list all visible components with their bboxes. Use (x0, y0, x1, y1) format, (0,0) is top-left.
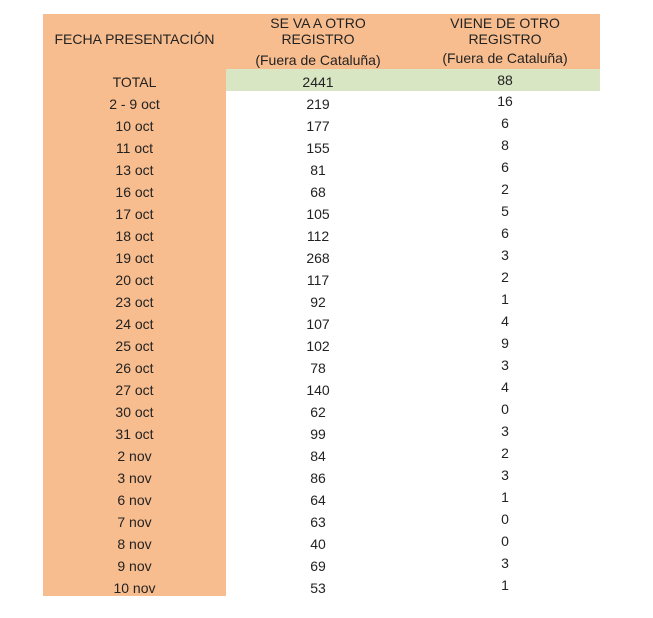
table-row (0, 335, 653, 357)
se-va-cell: 64 (310, 492, 326, 508)
date-cell: 30 oct (115, 404, 154, 420)
viene-cell: 6 (501, 115, 509, 131)
date-cell: 2 nov (117, 448, 152, 464)
date-cell: 26 oct (115, 360, 154, 376)
date-cell: 20 oct (115, 272, 154, 288)
date-cell: 24 oct (115, 316, 154, 332)
se-va-cell: 140 (306, 382, 330, 398)
total-viene: 88 (497, 72, 513, 88)
se-va-cell: 177 (306, 118, 330, 134)
viene-cell: 2 (501, 181, 509, 197)
table-row (0, 445, 653, 467)
se-va-cell: 68 (310, 184, 326, 200)
se-va-cell: 69 (310, 558, 326, 574)
table-row (0, 181, 653, 203)
table-row (0, 93, 653, 115)
se-va-cell: 99 (310, 426, 326, 442)
table-row (0, 423, 653, 445)
date-cell: 9 nov (117, 558, 152, 574)
viene-cell: 3 (501, 247, 509, 263)
header-se-va-line2: REGISTRO (281, 31, 355, 47)
se-va-cell: 63 (310, 514, 326, 530)
date-cell: 18 oct (115, 228, 154, 244)
header-fecha: FECHA PRESENTACIÓN (54, 31, 215, 47)
table-row (0, 467, 653, 489)
viene-cell: 1 (501, 291, 509, 307)
table-row (0, 555, 653, 577)
viene-cell: 5 (501, 203, 509, 219)
viene-cell: 3 (501, 423, 509, 439)
viene-cell: 6 (501, 225, 509, 241)
total-label: TOTAL (112, 74, 157, 90)
viene-cell: 3 (501, 357, 509, 373)
viene-cell: 2 (501, 269, 509, 285)
header-viene-sub: (Fuera de Cataluña) (442, 50, 568, 66)
viene-cell: 0 (501, 401, 509, 417)
viene-cell: 1 (501, 577, 509, 593)
se-va-cell: 84 (310, 448, 326, 464)
date-cell: 11 oct (115, 140, 154, 156)
se-va-cell: 107 (306, 316, 330, 332)
date-cell: 27 oct (115, 382, 154, 398)
viene-cell: 4 (501, 313, 509, 329)
se-va-cell: 62 (310, 404, 326, 420)
se-va-cell: 92 (310, 294, 326, 310)
table-row (0, 357, 653, 379)
date-cell: 8 nov (117, 536, 152, 552)
date-cell: 2 - 9 oct (109, 96, 160, 112)
date-cell: 3 nov (117, 470, 152, 486)
table-row (0, 533, 653, 555)
date-cell: 16 oct (115, 184, 154, 200)
table-row (0, 159, 653, 181)
table-row (0, 203, 653, 225)
date-cell: 10 oct (115, 118, 154, 134)
table-row (0, 489, 653, 511)
viene-cell: 6 (501, 159, 509, 175)
viene-cell: 9 (501, 335, 509, 351)
date-cell: 25 oct (115, 338, 154, 354)
table-row (0, 115, 653, 137)
se-va-cell: 81 (310, 162, 326, 178)
date-cell: 13 oct (115, 162, 154, 178)
se-va-cell: 117 (306, 272, 330, 288)
viene-cell: 3 (501, 467, 509, 483)
viene-cell: 1 (501, 489, 509, 505)
viene-cell: 0 (501, 533, 509, 549)
header-se-va-sub: (Fuera de Cataluña) (255, 52, 381, 68)
table-row (0, 137, 653, 159)
date-cell: 7 nov (117, 514, 152, 530)
viene-cell: 2 (501, 445, 509, 461)
total-row (0, 71, 653, 93)
date-cell: 23 oct (115, 294, 154, 310)
se-va-cell: 155 (306, 140, 330, 156)
se-va-cell: 112 (306, 228, 330, 244)
table-row (0, 379, 653, 401)
viene-cell: 16 (497, 93, 513, 109)
viene-cell: 4 (501, 379, 509, 395)
se-va-cell: 219 (306, 96, 330, 112)
table-row (0, 401, 653, 423)
table-row (0, 247, 653, 269)
se-va-cell: 40 (310, 536, 326, 552)
se-va-cell: 78 (310, 360, 326, 376)
table-row (0, 313, 653, 335)
header-viene-line1: VIENE DE OTRO (450, 15, 560, 31)
se-va-cell: 268 (306, 250, 330, 266)
date-cell: 19 oct (115, 250, 154, 266)
date-cell: 31 oct (115, 426, 154, 442)
table-row (0, 291, 653, 313)
table-row (0, 511, 653, 533)
total-se-va: 2441 (302, 74, 334, 90)
se-va-cell: 102 (306, 338, 330, 354)
se-va-cell: 105 (306, 206, 330, 222)
se-va-cell: 53 (310, 580, 326, 596)
viene-cell: 0 (501, 511, 509, 527)
header-se-va-line1: SE VA A OTRO (270, 15, 366, 31)
date-cell: 6 nov (117, 492, 152, 508)
table-row (0, 269, 653, 291)
table-row (0, 577, 653, 599)
table-row (0, 225, 653, 247)
header-viene-line2: REGISTRO (468, 31, 542, 47)
viene-cell: 3 (501, 555, 509, 571)
date-cell: 17 oct (115, 206, 154, 222)
date-cell: 10 nov (113, 580, 156, 596)
se-va-cell: 86 (310, 470, 326, 486)
viene-cell: 8 (501, 137, 509, 153)
